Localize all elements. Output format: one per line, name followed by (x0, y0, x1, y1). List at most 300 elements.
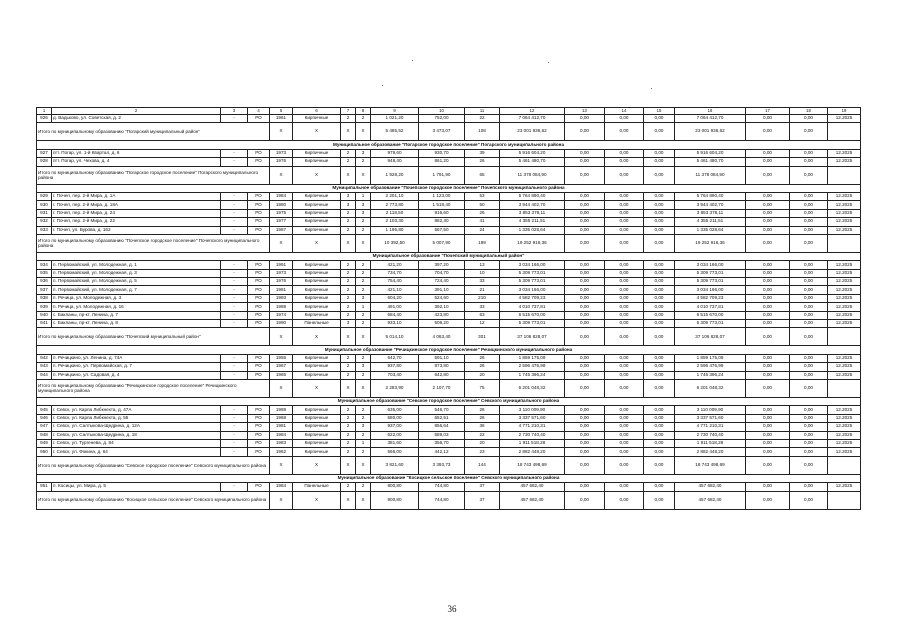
table-cell: 0,00 (605, 448, 644, 456)
table-cell: 0,00 (605, 192, 644, 200)
table-cell: 0,00 (746, 414, 790, 422)
table-cell: 2 (356, 269, 371, 277)
table-cell: 2 (341, 483, 356, 491)
address-cell: г. Севск, ул. Карла Либкнехта, д. 55 (52, 414, 221, 422)
table-cell: 0,00 (790, 439, 828, 447)
table-cell: РО (248, 115, 270, 123)
table-cell: 381,60 (371, 439, 419, 447)
table-cell: 0,00 (605, 278, 644, 286)
subtotal-cell: 37 106 828,07 (675, 328, 746, 346)
table-row (37, 483, 861, 491)
subtotal-cell: 0,00 (644, 166, 675, 184)
subtotal-cell: 1 928,20 (371, 166, 419, 184)
table-cell: 2 (356, 286, 371, 294)
table-cell: 2 103,30 (371, 218, 419, 226)
table-cell: 12.2025 (828, 354, 861, 362)
table-cell: РО (248, 192, 270, 200)
table-cell: 5 764 890,40 (675, 192, 746, 200)
table-cell: 943 (37, 363, 52, 371)
table-cell: 0,00 (605, 261, 644, 269)
table-cell: 0,00 (790, 218, 828, 226)
table-cell: 0,00 (746, 226, 790, 234)
subtotal-cell: X (356, 166, 371, 184)
table-cell: 0,00 (746, 320, 790, 328)
subtotal-cell: 0,00 (605, 328, 644, 346)
subtotal-cell: 301 (465, 328, 500, 346)
table-cell: 39 (465, 149, 500, 157)
subtotal-label: Итого по муниципальному образованию "Почепский муниципальный район" (37, 328, 270, 346)
table-cell: 0,00 (746, 371, 790, 379)
table-row (37, 406, 861, 414)
table-row (37, 363, 861, 371)
table-cell: 2 730 740,40 (675, 431, 746, 439)
table-cell: Кирпичные (293, 414, 341, 422)
table-cell: - (221, 149, 248, 157)
table-cell: 3 (356, 209, 371, 217)
table-cell: РО (248, 278, 270, 286)
address-cell: п. Косицы, ул. Мира, д. 5 (52, 483, 221, 491)
table-cell: 2 (356, 371, 371, 379)
table-cell: 0,00 (644, 294, 675, 302)
subtotal-cell: 0,00 (605, 123, 644, 141)
table-cell: 5 309 773,01 (675, 320, 746, 328)
table-cell: 12.2025 (828, 201, 861, 209)
subtotal-row (37, 166, 861, 184)
subtotal-cell: 800,80 (371, 491, 419, 509)
table-cell: 3 944 402,70 (500, 201, 565, 209)
table-cell: - (221, 439, 248, 447)
address-cell: г. Почеп, пер. 2-й Мира, д. 18А (52, 201, 221, 209)
table-cell: 1 335 028,64 (500, 226, 565, 234)
table-cell: 0,00 (644, 483, 675, 491)
table-cell: РО (248, 149, 270, 157)
table-cell: - (221, 269, 248, 277)
subtotal-cell: X (270, 491, 293, 509)
table-cell: 0,00 (746, 286, 790, 294)
subtotal-cell: 37 (465, 491, 500, 509)
table-cell: 0,00 (565, 201, 605, 209)
address-cell: с. Бакланы, пр-кт. Ленина, д. 8 (52, 320, 221, 328)
table-cell: РО (248, 431, 270, 439)
subtotal-row (37, 491, 861, 509)
municipality-heading: Муниципальное образование "Речицкинское городское поселение" Речицкинского муниципального района (37, 346, 861, 354)
table-cell: - (221, 226, 248, 234)
table-cell: 0,00 (746, 354, 790, 362)
table-cell: 2 (341, 209, 356, 217)
table-cell: 0,00 (605, 423, 644, 431)
table-cell: РО (248, 483, 270, 491)
table-cell: 0,00 (565, 294, 605, 302)
table-cell: - (221, 414, 248, 422)
table-cell: 0,00 (565, 311, 605, 319)
table-cell: 5 309 773,01 (500, 269, 565, 277)
subtotal-row (37, 123, 861, 141)
table-cell: 0,00 (644, 286, 675, 294)
table-cell: 41 (465, 218, 500, 226)
table-cell: 3 (356, 149, 371, 157)
column-number: 1 (37, 108, 52, 115)
table-cell: 2 882 448,20 (500, 448, 565, 456)
subtotal-cell: X (293, 328, 341, 346)
table-cell: 2 (356, 158, 371, 166)
table-cell: 26 (465, 414, 500, 422)
table-cell: 0,00 (790, 371, 828, 379)
subtotal-cell (828, 328, 861, 346)
table-cell: 947 (37, 423, 52, 431)
table-cell: 2 (341, 311, 356, 319)
table-cell: 0,00 (790, 363, 828, 371)
table-row (37, 115, 861, 123)
table-cell: 457 682,40 (500, 483, 565, 491)
subtotal-label: Итого по муниципальному образованию "Почепское городское поселение" Почепского муниципального района (37, 234, 270, 252)
table-cell: 0,00 (605, 286, 644, 294)
table-cell: 937,00 (371, 423, 419, 431)
table-cell: 2 (341, 439, 356, 447)
table-cell: 800,80 (371, 483, 419, 491)
table-row (37, 269, 861, 277)
table-cell: 423,80 (419, 311, 465, 319)
address-cell: г. Почеп, пер. 2-й Мира, д. 22 (52, 218, 221, 226)
table-cell: 0,00 (746, 431, 790, 439)
subtotal-cell: X (356, 328, 371, 346)
table-cell: 1981 (270, 286, 293, 294)
table-row (37, 439, 861, 447)
table-cell: 0,00 (644, 158, 675, 166)
table-cell: Кирпичные (293, 192, 341, 200)
table-cell: 704,70 (419, 269, 465, 277)
subtotal-cell: 0,00 (565, 328, 605, 346)
table-cell: 0,00 (605, 406, 644, 414)
table-cell: 491,00 (371, 303, 419, 311)
table-cell: 2 (356, 226, 371, 234)
table-row (37, 286, 861, 294)
table-cell: 0,00 (746, 261, 790, 269)
table-cell: 642,70 (371, 354, 419, 362)
table-cell: 12.2025 (828, 406, 861, 414)
subtotal-cell: X (356, 379, 371, 397)
table-cell: 589,03 (419, 431, 465, 439)
address-cell: г. Севск, ул. Карла Либкнехта, д. 47А (52, 406, 221, 414)
table-cell: 0,00 (746, 115, 790, 123)
table-cell: 2 (356, 354, 371, 362)
table-cell: 0,00 (605, 483, 644, 491)
table-cell: Кирпичные (293, 115, 341, 123)
table-cell: РО (248, 201, 270, 209)
table-cell: 0,00 (644, 431, 675, 439)
table-cell: 5 309 773,01 (500, 320, 565, 328)
table-cell: 12.2025 (828, 439, 861, 447)
subtotal-cell: 0,00 (790, 379, 828, 397)
table-cell: 934 (37, 261, 52, 269)
column-number: 10 (419, 108, 465, 115)
table-cell: 937,80 (371, 363, 419, 371)
table-cell: 926 (37, 115, 52, 123)
table-cell: 0,00 (746, 439, 790, 447)
address-cell: г. Севск, ул. Тургенева, д. 84 (52, 439, 221, 447)
table-cell: 0,00 (790, 286, 828, 294)
address-cell: п. Речица, ул. Молодежная, д. 16 (52, 303, 221, 311)
column-number: 17 (746, 108, 790, 115)
table-cell: Кирпичные (293, 406, 341, 414)
subtotal-cell: 744,80 (419, 491, 465, 509)
table-cell: 5 916 604,20 (500, 149, 565, 157)
table-cell: 3 944 402,70 (675, 201, 746, 209)
subtotal-row (37, 328, 861, 346)
table-cell: 0,00 (790, 431, 828, 439)
table-cell: 0,00 (644, 414, 675, 422)
table-cell: Кирпичные (293, 431, 341, 439)
column-number: 18 (790, 108, 828, 115)
table-cell: 0,00 (565, 261, 605, 269)
table-cell: 0,00 (790, 226, 828, 234)
subtotal-cell: 0,00 (644, 379, 675, 397)
table-row (37, 218, 861, 226)
table-cell: 3 853 378,11 (675, 209, 746, 217)
subtotal-cell (828, 491, 861, 509)
table-cell: 0,00 (790, 278, 828, 286)
table-cell: 0,00 (746, 149, 790, 157)
table-cell: 0,00 (746, 218, 790, 226)
subtotal-cell: 144 (465, 456, 500, 474)
table-cell: 2 596 476,99 (675, 363, 746, 371)
table-cell: 0,00 (790, 294, 828, 302)
table-cell: 1993 (270, 294, 293, 302)
table-cell: 2 (356, 483, 371, 491)
table-cell: 0,00 (565, 158, 605, 166)
table-cell: 2 (341, 354, 356, 362)
table-cell: 546,70 (419, 406, 465, 414)
address-cell: п. Речица, ул. Молодежная, д. 3 (52, 294, 221, 302)
table-cell: 0,00 (605, 226, 644, 234)
table-cell: 652,51 (419, 414, 465, 422)
subtotal-row (37, 456, 861, 474)
table-cell: РО (248, 218, 270, 226)
table-cell: 0,00 (644, 218, 675, 226)
table-cell: РО (248, 414, 270, 422)
table-cell: 933,10 (371, 320, 419, 328)
table-cell: Кирпичные (293, 354, 341, 362)
subtotal-cell: 0,00 (790, 456, 828, 474)
table-cell: 0,00 (565, 448, 605, 456)
table-cell: 3 110 009,90 (675, 406, 746, 414)
table-cell: 0,00 (746, 192, 790, 200)
subtotal-cell: 0,00 (746, 456, 790, 474)
table-cell: 12.2025 (828, 483, 861, 491)
subtotal-cell: 5 007,90 (419, 234, 465, 252)
table-cell: 2 (356, 448, 371, 456)
table-cell: 0,00 (746, 201, 790, 209)
table-cell: 506,20 (419, 320, 465, 328)
subtotal-label: Итого по муниципальному образованию "Погарское городское поселение" Погарского муниципального района (37, 166, 270, 184)
table-cell: 210 (465, 294, 500, 302)
table-cell: - (221, 431, 248, 439)
municipality-heading: Муниципальное образование "Погарское городское поселение" Погарского муниципального района (37, 141, 861, 149)
table-cell: 1 335 028,64 (675, 226, 746, 234)
subtotal-cell: X (270, 456, 293, 474)
column-number: 13 (565, 108, 605, 115)
table-cell: 1 911 518,28 (675, 439, 746, 447)
table-cell: 1988 (270, 303, 293, 311)
table-cell: 1974 (270, 311, 293, 319)
table-row (37, 201, 861, 209)
table-cell: 0,00 (644, 311, 675, 319)
subtotal-cell: 0,00 (605, 379, 644, 397)
scan-speck (651, 88, 652, 89)
table-cell: РО (248, 261, 270, 269)
table-cell: 1 123,00 (419, 192, 465, 200)
table-cell: 2 (341, 149, 356, 157)
table-cell: 0,00 (790, 303, 828, 311)
subtotal-cell: 0,00 (565, 379, 605, 397)
table-cell: 0,00 (644, 209, 675, 217)
table-cell: 684,40 (371, 311, 419, 319)
table-cell: 3 034 166,00 (500, 261, 565, 269)
subtotal-label: Итого по муниципальному образованию "Севское городское поселение" Севского муниципального района (37, 456, 270, 474)
subtotal-cell: 108 (465, 123, 500, 141)
table-cell: - (221, 286, 248, 294)
table-cell: 12.2025 (828, 371, 861, 379)
table-cell: 0,00 (565, 269, 605, 277)
table-row (37, 431, 861, 439)
table-cell: 2 596 476,99 (500, 363, 565, 371)
table-cell: 0,00 (644, 406, 675, 414)
table-cell: 591,10 (419, 354, 465, 362)
table-cell: РО (248, 294, 270, 302)
table-cell: 0,00 (644, 115, 675, 123)
table-cell: 936 (37, 278, 52, 286)
table-cell: Кирпичные (293, 363, 341, 371)
table-cell: 13 (465, 261, 500, 269)
table-cell: 0,00 (605, 149, 644, 157)
table-cell: Панельные (293, 320, 341, 328)
subtotal-cell: 0,00 (605, 234, 644, 252)
table-cell: РО (248, 423, 270, 431)
subtotal-cell: 0,00 (605, 491, 644, 509)
table-cell: 0,00 (644, 149, 675, 157)
table-cell: 0,00 (565, 371, 605, 379)
table-cell: 0,00 (644, 226, 675, 234)
column-number: 6 (293, 108, 341, 115)
table-cell: РО (248, 363, 270, 371)
subtotal-row (37, 234, 861, 252)
table-cell: 1 (356, 439, 371, 447)
table-cell: 1973 (270, 269, 293, 277)
table-cell: 2 (341, 158, 356, 166)
table-cell: Панельные (293, 483, 341, 491)
table-cell: 937 (37, 286, 52, 294)
table-cell: 3 (356, 363, 371, 371)
table-cell: 642,80 (419, 371, 465, 379)
table-cell: 1976 (270, 278, 293, 286)
table-cell: 0,00 (790, 414, 828, 422)
table-cell: 604,20 (371, 294, 419, 302)
table-cell: Кирпичные (293, 158, 341, 166)
subtotal-cell: X (341, 456, 356, 474)
table-cell: 4 582 709,23 (500, 294, 565, 302)
table-cell: 36 (465, 423, 500, 431)
address-cell: пгт. Погар, ул. 1-й Квартал, д. 6 (52, 149, 221, 157)
table-cell: 1 911 518,28 (500, 439, 565, 447)
subtotal-cell: 2 283,90 (371, 379, 419, 397)
scan-speck (382, 85, 383, 86)
table-cell: 948,40 (371, 158, 419, 166)
table-cell: 6 515 670,00 (500, 311, 565, 319)
table-cell: 7 064 412,70 (675, 115, 746, 123)
table-cell: 2 (341, 303, 356, 311)
table-cell: 5 916 604,20 (675, 149, 746, 157)
table-row (37, 192, 861, 200)
table-cell: 2 (341, 115, 356, 123)
subtotal-cell: 0,00 (790, 234, 828, 252)
table-cell: 12.2025 (828, 226, 861, 234)
table-cell: 2 (356, 278, 371, 286)
table-row (37, 320, 861, 328)
table-cell: - (221, 158, 248, 166)
table-cell: 0,00 (644, 192, 675, 200)
table-cell: 0,00 (565, 278, 605, 286)
table-cell: Кирпичные (293, 423, 341, 431)
table-row (37, 414, 861, 422)
address-cell: п. Речицкино, ул. Ленина, д. 74А (52, 354, 221, 362)
table-row (37, 354, 861, 362)
table-cell: - (221, 192, 248, 200)
table-cell: 10 (465, 269, 500, 277)
table-cell: 0,00 (565, 439, 605, 447)
address-cell: г. Почеп, пер. 2-й Мира, д. 24 (52, 209, 221, 217)
table-cell: 0,00 (644, 354, 675, 362)
table-cell: 2 (341, 448, 356, 456)
subtotal-cell: 11 378 084,90 (675, 166, 746, 184)
table-cell: 566,00 (371, 448, 419, 456)
table-cell: 50 (465, 201, 500, 209)
table-cell: 0,00 (790, 261, 828, 269)
table-cell: 12.2025 (828, 423, 861, 431)
subtotal-cell: 1 791,90 (419, 166, 465, 184)
table-cell: 0,00 (790, 149, 828, 157)
table-cell: - (221, 201, 248, 209)
table-cell: 1 745 396,24 (500, 371, 565, 379)
table-cell: 3 (341, 320, 356, 328)
subtotal-cell: X (341, 123, 356, 141)
table-cell: 0,00 (565, 286, 605, 294)
table-cell: 950 (37, 448, 52, 456)
table-cell: 0,00 (746, 278, 790, 286)
table-cell: Кирпичные (293, 286, 341, 294)
address-cell: г. Севск, ул. Салтыкова-Щедрина, д. 18 (52, 431, 221, 439)
table-cell: 0,00 (746, 269, 790, 277)
table-cell: 1977 (270, 218, 293, 226)
table-cell: 2 (356, 414, 371, 422)
table-cell: 1973 (270, 149, 293, 157)
table-cell: 20 (465, 439, 500, 447)
subtotal-cell: X (270, 234, 293, 252)
subtotal-cell: 457 682,40 (675, 491, 746, 509)
table-cell: 949 (37, 439, 52, 447)
table-cell: 622,00 (371, 431, 419, 439)
subtotal-cell: 18 743 498,69 (675, 456, 746, 474)
column-number: 7 (341, 108, 356, 115)
housing-register-table (36, 107, 861, 510)
municipality-heading-row (37, 252, 861, 260)
table-cell: 2 730 740,40 (500, 431, 565, 439)
subtotal-cell: 0,00 (746, 328, 790, 346)
table-cell: 940 (37, 311, 52, 319)
table-cell: 2 (341, 269, 356, 277)
table-cell: 0,00 (790, 209, 828, 217)
subtotal-cell: 23 001 936,62 (675, 123, 746, 141)
table-cell: 5 309 773,01 (500, 278, 565, 286)
table-cell: 4 010 737,81 (500, 303, 565, 311)
